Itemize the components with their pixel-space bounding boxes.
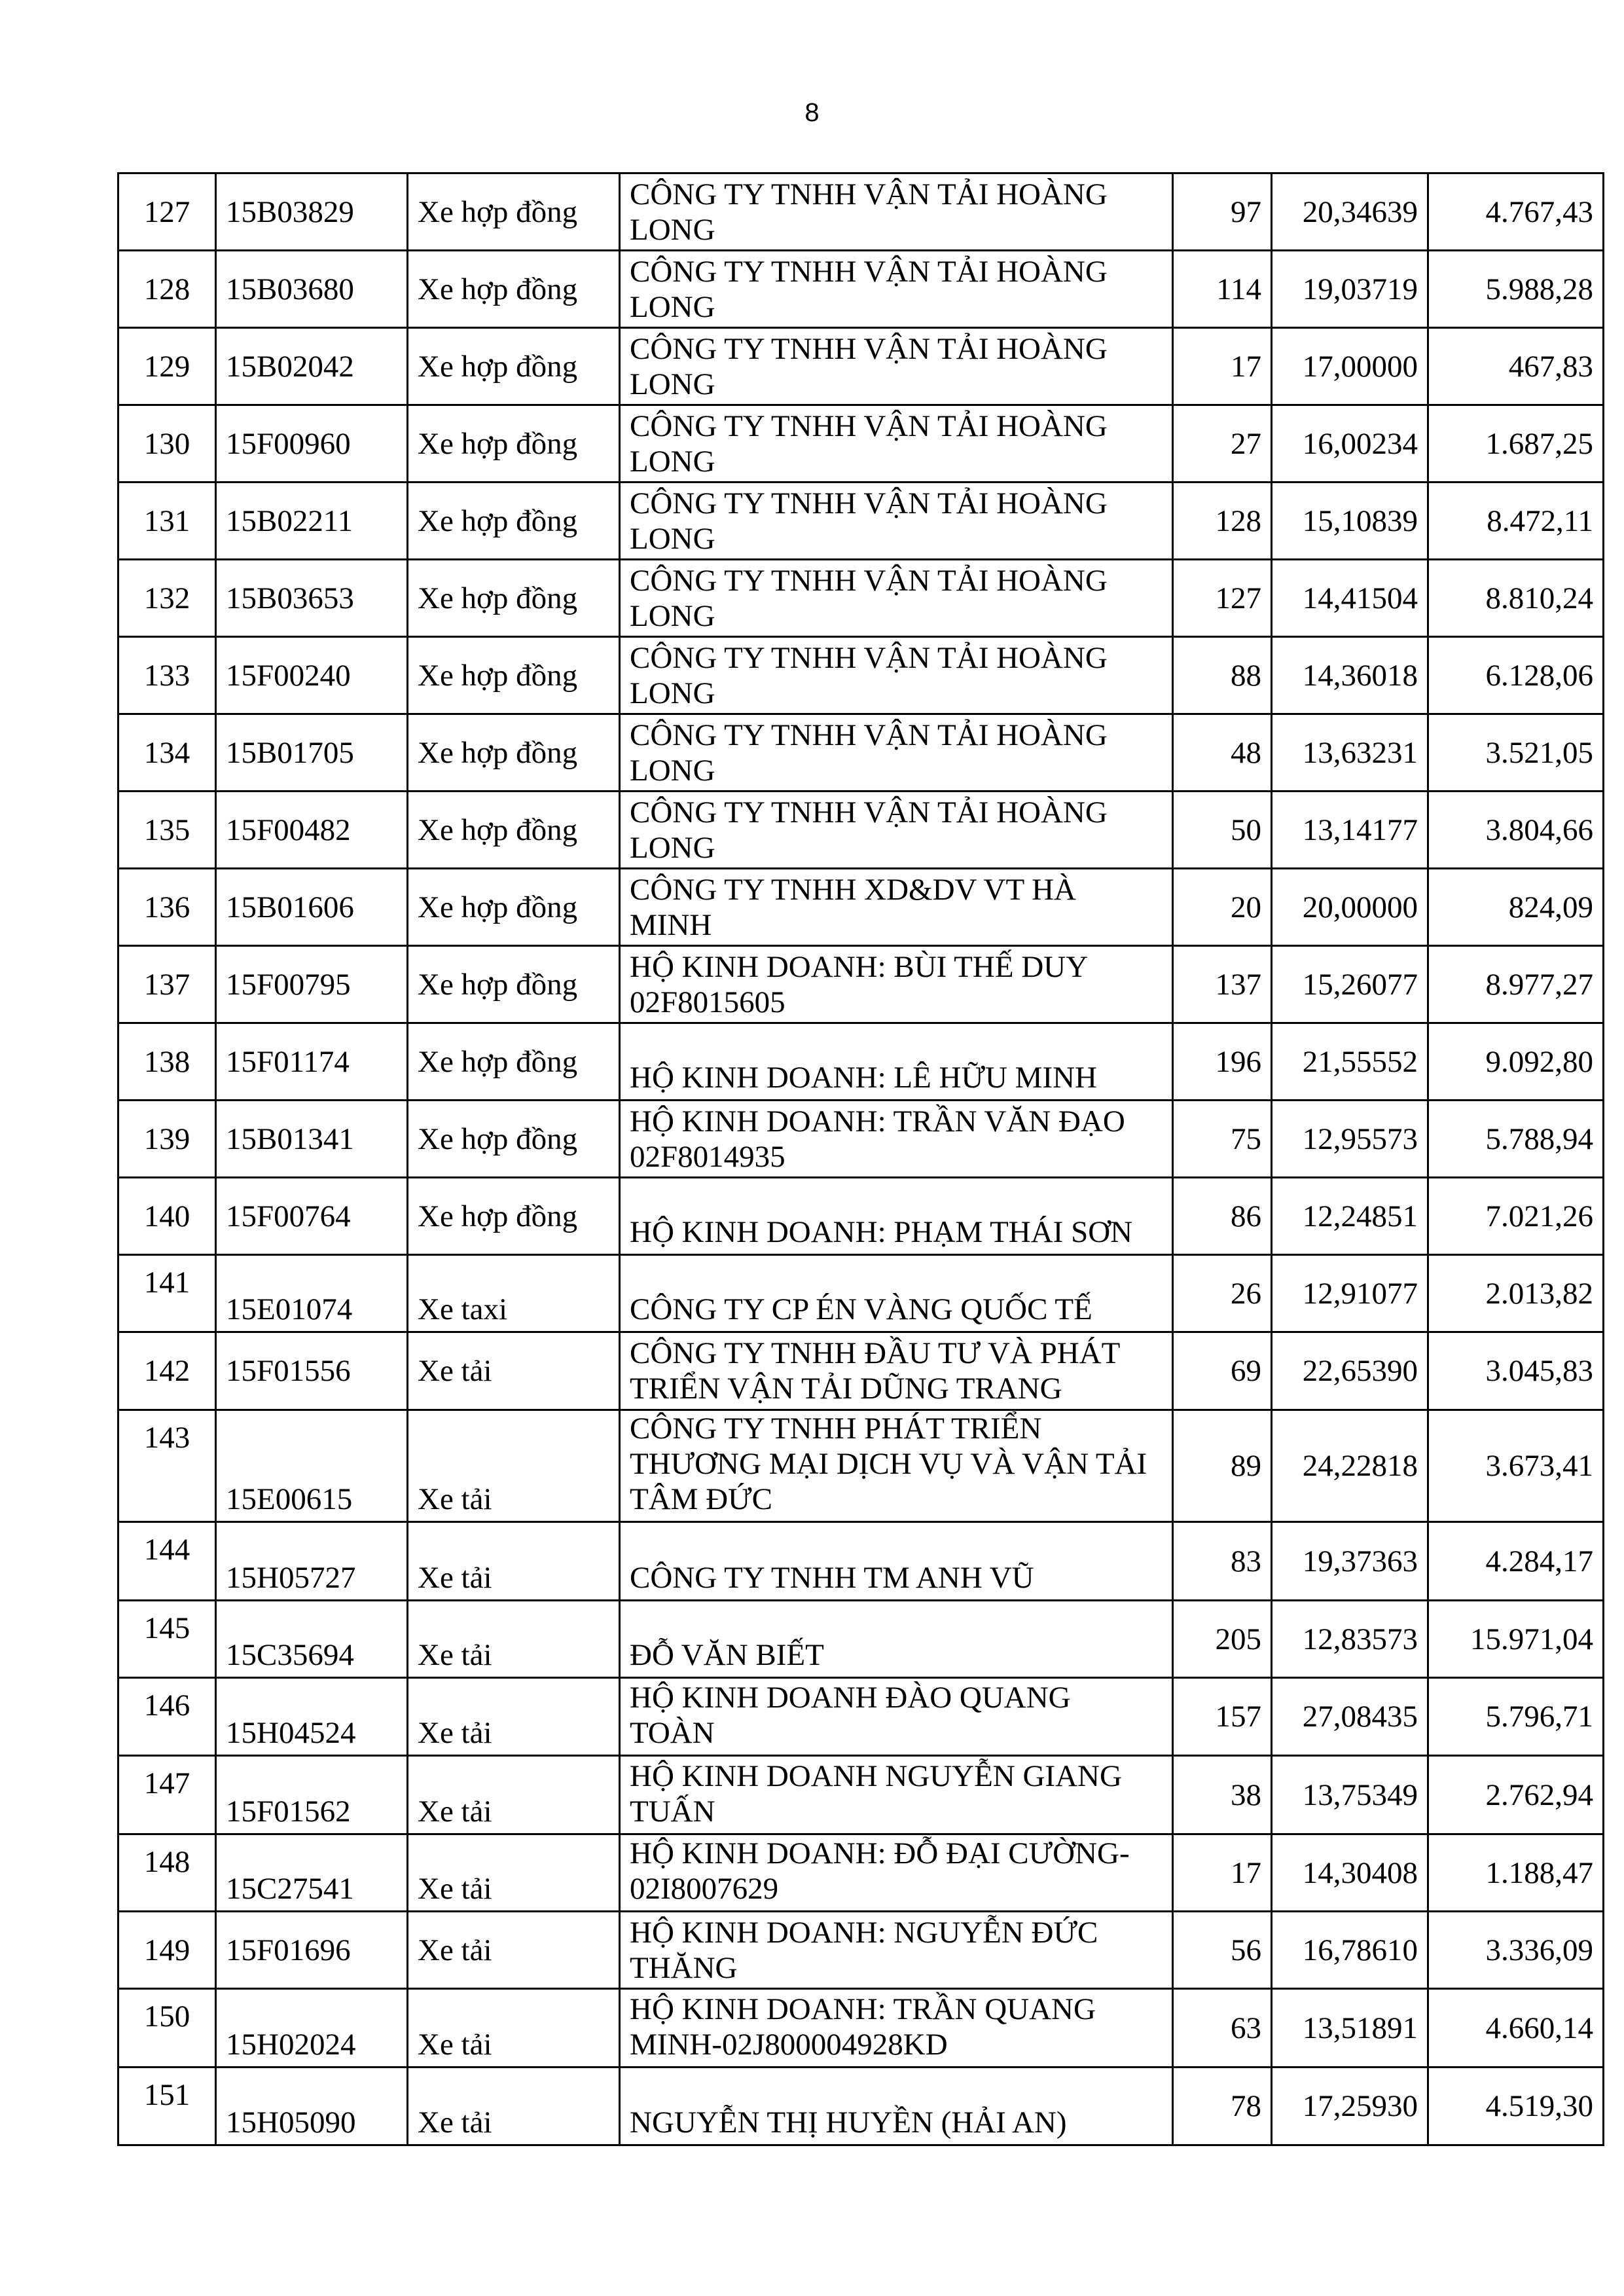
ratio-cell: 19,03719 xyxy=(1272,251,1428,328)
ratio-cell: 16,78610 xyxy=(1272,1912,1428,1989)
row-number-cell: 144 xyxy=(118,1522,216,1601)
owner-cell: HỘ KINH DOANH: BÙI THẾ DUY 02F8015605 xyxy=(620,946,1173,1023)
ratio-cell: 13,51891 xyxy=(1272,1989,1428,2068)
total-cell: 6.128,06 xyxy=(1428,637,1604,714)
total-cell: 3.045,83 xyxy=(1428,1332,1604,1410)
vehicle-type-cell: Xe tải xyxy=(408,1756,620,1834)
count-cell: 205 xyxy=(1173,1601,1272,1678)
count-cell: 128 xyxy=(1173,483,1272,560)
vehicle-type-cell: Xe tải xyxy=(408,1834,620,1912)
ratio-cell: 12,91077 xyxy=(1272,1255,1428,1332)
vehicle-type-cell: Xe tải xyxy=(408,1522,620,1601)
ratio-cell: 13,75349 xyxy=(1272,1756,1428,1834)
owner-cell: HỘ KINH DOANH: TRẦN VĂN ĐẠO 02F8014935 xyxy=(620,1101,1173,1178)
plate-cell: 15F00482 xyxy=(216,792,408,869)
plate-cell: 15B01705 xyxy=(216,714,408,792)
count-cell: 196 xyxy=(1173,1023,1272,1101)
ratio-cell: 14,36018 xyxy=(1272,637,1428,714)
table-row xyxy=(118,1834,1604,1912)
table-row xyxy=(118,1410,1604,1522)
vehicle-type-cell: Xe hợp đồng xyxy=(408,869,620,946)
plate-cell: 15C35694 xyxy=(216,1601,408,1678)
plate-cell: 15B02042 xyxy=(216,328,408,405)
row-number-cell: 130 xyxy=(118,405,216,483)
row-number-cell: 135 xyxy=(118,792,216,869)
row-number-cell: 147 xyxy=(118,1756,216,1834)
table-row xyxy=(118,869,1604,946)
owner-cell: HỘ KINH DOANH: PHẠM THÁI SƠN xyxy=(620,1178,1173,1255)
count-cell: 78 xyxy=(1173,2068,1272,2145)
table-row xyxy=(118,714,1604,792)
row-number-cell: 132 xyxy=(118,560,216,637)
total-cell: 3.804,66 xyxy=(1428,792,1604,869)
plate-cell: 15F01556 xyxy=(216,1332,408,1410)
total-cell: 3.521,05 xyxy=(1428,714,1604,792)
owner-cell: CÔNG TY TNHH TM ANH VŨ xyxy=(620,1522,1173,1601)
table-row xyxy=(118,1678,1604,1756)
vehicle-type-cell: Xe tải xyxy=(408,1601,620,1678)
ratio-cell: 15,26077 xyxy=(1272,946,1428,1023)
total-cell: 5.788,94 xyxy=(1428,1101,1604,1178)
row-number-cell: 150 xyxy=(118,1989,216,2068)
row-number-cell: 142 xyxy=(118,1332,216,1410)
table-row xyxy=(118,1023,1604,1101)
total-cell: 4.767,43 xyxy=(1428,173,1604,251)
vehicle-type-cell: Xe hợp đồng xyxy=(408,714,620,792)
total-cell: 15.971,04 xyxy=(1428,1601,1604,1678)
ratio-cell: 27,08435 xyxy=(1272,1678,1428,1756)
plate-cell: 15F01696 xyxy=(216,1912,408,1989)
table-row xyxy=(118,173,1604,251)
owner-cell: CÔNG TY TNHH ĐẦU TƯ VÀ PHÁT TRIỂN VẬN TẢI DŨNG TRANG xyxy=(620,1332,1173,1410)
plate-cell: 15B03680 xyxy=(216,251,408,328)
row-number-cell: 128 xyxy=(118,251,216,328)
ratio-cell: 12,83573 xyxy=(1272,1601,1428,1678)
owner-cell: CÔNG TY TNHH VẬN TẢI HOÀNG LONG xyxy=(620,483,1173,560)
vehicle-type-cell: Xe hợp đồng xyxy=(408,328,620,405)
row-number-cell: 133 xyxy=(118,637,216,714)
plate-cell: 15F01562 xyxy=(216,1756,408,1834)
owner-cell: CÔNG TY TNHH XD&DV VT HÀ MINH xyxy=(620,869,1173,946)
ratio-cell: 16,00234 xyxy=(1272,405,1428,483)
plate-cell: 15B01341 xyxy=(216,1101,408,1178)
owner-cell: CÔNG TY TNHH PHÁT TRIỂN THƯƠNG MẠI DỊCH VỤ VÀ VẬN TẢI TÂM ĐỨC xyxy=(620,1410,1173,1522)
table-row xyxy=(118,251,1604,328)
row-number-cell: 136 xyxy=(118,869,216,946)
row-number-cell: 140 xyxy=(118,1178,216,1255)
page-number: 8 xyxy=(804,98,820,127)
row-number-cell: 148 xyxy=(118,1834,216,1912)
owner-cell: CÔNG TY TNHH VẬN TẢI HOÀNG LONG xyxy=(620,637,1173,714)
table-row xyxy=(118,1912,1604,1989)
count-cell: 38 xyxy=(1173,1756,1272,1834)
table-row xyxy=(118,1601,1604,1678)
count-cell: 20 xyxy=(1173,869,1272,946)
total-cell: 4.660,14 xyxy=(1428,1989,1604,2068)
ratio-cell: 20,00000 xyxy=(1272,869,1428,946)
table-row xyxy=(118,1756,1604,1834)
row-number-cell: 137 xyxy=(118,946,216,1023)
plate-cell: 15B02211 xyxy=(216,483,408,560)
vehicle-type-cell: Xe tải xyxy=(408,1912,620,1989)
owner-cell: HỘ KINH DOANH: TRẦN QUANG MINH-02J800004928KD xyxy=(620,1989,1173,2068)
total-cell: 467,83 xyxy=(1428,328,1604,405)
count-cell: 17 xyxy=(1173,328,1272,405)
row-number-cell: 146 xyxy=(118,1678,216,1756)
row-number-cell: 145 xyxy=(118,1601,216,1678)
ratio-cell: 14,41504 xyxy=(1272,560,1428,637)
owner-cell: CÔNG TY TNHH VẬN TẢI HOÀNG LONG xyxy=(620,328,1173,405)
table-row xyxy=(118,483,1604,560)
count-cell: 69 xyxy=(1173,1332,1272,1410)
owner-cell: CÔNG TY CP ÉN VÀNG QUỐC TẾ xyxy=(620,1255,1173,1332)
row-number-cell: 141 xyxy=(118,1255,216,1332)
owner-cell: HỘ KINH DOANH NGUYỄN GIANG TUẤN xyxy=(620,1756,1173,1834)
plate-cell: 15F00240 xyxy=(216,637,408,714)
count-cell: 63 xyxy=(1173,1989,1272,2068)
plate-cell: 15H05090 xyxy=(216,2068,408,2145)
owner-cell: HỘ KINH DOANH: LÊ HỮU MINH xyxy=(620,1023,1173,1101)
row-number-cell: 151 xyxy=(118,2068,216,2145)
owner-cell: HỘ KINH DOANH ĐÀO QUANG TOÀN xyxy=(620,1678,1173,1756)
owner-cell: CÔNG TY TNHH VẬN TẢI HOÀNG LONG xyxy=(620,251,1173,328)
owner-cell: HỘ KINH DOANH: NGUYỄN ĐỨC THĂNG xyxy=(620,1912,1173,1989)
plate-cell: 15F00795 xyxy=(216,946,408,1023)
count-cell: 97 xyxy=(1173,173,1272,251)
table-row xyxy=(118,637,1604,714)
row-number-cell: 143 xyxy=(118,1410,216,1522)
row-number-cell: 127 xyxy=(118,173,216,251)
owner-cell: NGUYỄN THỊ HUYỀN (HẢI AN) xyxy=(620,2068,1173,2145)
owner-cell: CÔNG TY TNHH VẬN TẢI HOÀNG LONG xyxy=(620,405,1173,483)
vehicle-type-cell: Xe tải xyxy=(408,1332,620,1410)
table-row xyxy=(118,328,1604,405)
ratio-cell: 13,63231 xyxy=(1272,714,1428,792)
plate-cell: 15E01074 xyxy=(216,1255,408,1332)
plate-cell: 15C27541 xyxy=(216,1834,408,1912)
total-cell: 4.284,17 xyxy=(1428,1522,1604,1601)
ratio-cell: 22,65390 xyxy=(1272,1332,1428,1410)
plate-cell: 15B03829 xyxy=(216,173,408,251)
count-cell: 88 xyxy=(1173,637,1272,714)
ratio-cell: 17,00000 xyxy=(1272,328,1428,405)
row-number-cell: 129 xyxy=(118,328,216,405)
row-number-cell: 139 xyxy=(118,1101,216,1178)
vehicle-type-cell: Xe hợp đồng xyxy=(408,946,620,1023)
total-cell: 1.687,25 xyxy=(1428,405,1604,483)
table-row xyxy=(118,1522,1604,1601)
row-number-cell: 138 xyxy=(118,1023,216,1101)
owner-cell: HỘ KINH DOANH: ĐỖ ĐẠI CƯỜNG-02I8007629 xyxy=(620,1834,1173,1912)
ratio-cell: 21,55552 xyxy=(1272,1023,1428,1101)
plate-cell: 15H02024 xyxy=(216,1989,408,2068)
count-cell: 137 xyxy=(1173,946,1272,1023)
plate-cell: 15F01174 xyxy=(216,1023,408,1101)
count-cell: 89 xyxy=(1173,1410,1272,1522)
plate-cell: 15B03653 xyxy=(216,560,408,637)
table-row xyxy=(118,1255,1604,1332)
ratio-cell: 24,22818 xyxy=(1272,1410,1428,1522)
total-cell: 824,09 xyxy=(1428,869,1604,946)
row-number-cell: 149 xyxy=(118,1912,216,1989)
vehicle-type-cell: Xe hợp đồng xyxy=(408,251,620,328)
total-cell: 7.021,26 xyxy=(1428,1178,1604,1255)
plate-cell: 15F00960 xyxy=(216,405,408,483)
ratio-cell: 15,10839 xyxy=(1272,483,1428,560)
total-cell: 8.472,11 xyxy=(1428,483,1604,560)
table-row xyxy=(118,946,1604,1023)
total-cell: 2.013,82 xyxy=(1428,1255,1604,1332)
total-cell: 1.188,47 xyxy=(1428,1834,1604,1912)
vehicle-type-cell: Xe tải xyxy=(408,1989,620,2068)
vehicle-type-cell: Xe tải xyxy=(408,1410,620,1522)
ratio-cell: 17,25930 xyxy=(1272,2068,1428,2145)
total-cell: 8.977,27 xyxy=(1428,946,1604,1023)
total-cell: 3.336,09 xyxy=(1428,1912,1604,1989)
owner-cell: CÔNG TY TNHH VẬN TẢI HOÀNG LONG xyxy=(620,714,1173,792)
total-cell: 2.762,94 xyxy=(1428,1756,1604,1834)
table-row xyxy=(118,1101,1604,1178)
count-cell: 75 xyxy=(1173,1101,1272,1178)
ratio-cell: 13,14177 xyxy=(1272,792,1428,869)
vehicle-type-cell: Xe hợp đồng xyxy=(408,792,620,869)
row-number-cell: 134 xyxy=(118,714,216,792)
owner-cell: CÔNG TY TNHH VẬN TẢI HOÀNG LONG xyxy=(620,173,1173,251)
total-cell: 3.673,41 xyxy=(1428,1410,1604,1522)
table-row xyxy=(118,1332,1604,1410)
owner-cell: ĐỖ VĂN BIẾT xyxy=(620,1601,1173,1678)
table-row xyxy=(118,1178,1604,1255)
total-cell: 9.092,80 xyxy=(1428,1023,1604,1101)
vehicle-type-cell: Xe hợp đồng xyxy=(408,405,620,483)
count-cell: 48 xyxy=(1173,714,1272,792)
table-row xyxy=(118,405,1604,483)
table-row xyxy=(118,2068,1604,2145)
table-row xyxy=(118,560,1604,637)
count-cell: 56 xyxy=(1173,1912,1272,1989)
ratio-cell: 12,24851 xyxy=(1272,1178,1428,1255)
count-cell: 26 xyxy=(1173,1255,1272,1332)
vehicle-type-cell: Xe hợp đồng xyxy=(408,173,620,251)
plate-cell: 15E00615 xyxy=(216,1410,408,1522)
plate-cell: 15F00764 xyxy=(216,1178,408,1255)
count-cell: 50 xyxy=(1173,792,1272,869)
vehicle-type-cell: Xe tải xyxy=(408,2068,620,2145)
vehicle-type-cell: Xe hợp đồng xyxy=(408,483,620,560)
count-cell: 127 xyxy=(1173,560,1272,637)
ratio-cell: 14,30408 xyxy=(1272,1834,1428,1912)
total-cell: 4.519,30 xyxy=(1428,2068,1604,2145)
count-cell: 157 xyxy=(1173,1678,1272,1756)
ratio-cell: 12,95573 xyxy=(1272,1101,1428,1178)
vehicle-table xyxy=(117,172,1604,2146)
row-number-cell: 131 xyxy=(118,483,216,560)
total-cell: 5.988,28 xyxy=(1428,251,1604,328)
total-cell: 8.810,24 xyxy=(1428,560,1604,637)
count-cell: 86 xyxy=(1173,1178,1272,1255)
count-cell: 83 xyxy=(1173,1522,1272,1601)
owner-cell: CÔNG TY TNHH VẬN TẢI HOÀNG LONG xyxy=(620,792,1173,869)
vehicle-type-cell: Xe hợp đồng xyxy=(408,1023,620,1101)
vehicle-type-cell: Xe tải xyxy=(408,1678,620,1756)
vehicle-type-cell: Xe taxi xyxy=(408,1255,620,1332)
table-row xyxy=(118,792,1604,869)
plate-cell: 15H05727 xyxy=(216,1522,408,1601)
ratio-cell: 19,37363 xyxy=(1272,1522,1428,1601)
vehicle-type-cell: Xe hợp đồng xyxy=(408,637,620,714)
table-row xyxy=(118,1989,1604,2068)
count-cell: 114 xyxy=(1173,251,1272,328)
total-cell: 5.796,71 xyxy=(1428,1678,1604,1756)
plate-cell: 15B01606 xyxy=(216,869,408,946)
vehicle-type-cell: Xe hợp đồng xyxy=(408,1178,620,1255)
vehicle-type-cell: Xe hợp đồng xyxy=(408,560,620,637)
owner-cell: CÔNG TY TNHH VẬN TẢI HOÀNG LONG xyxy=(620,560,1173,637)
count-cell: 17 xyxy=(1173,1834,1272,1912)
vehicle-type-cell: Xe hợp đồng xyxy=(408,1101,620,1178)
plate-cell: 15H04524 xyxy=(216,1678,408,1756)
count-cell: 27 xyxy=(1173,405,1272,483)
ratio-cell: 20,34639 xyxy=(1272,173,1428,251)
